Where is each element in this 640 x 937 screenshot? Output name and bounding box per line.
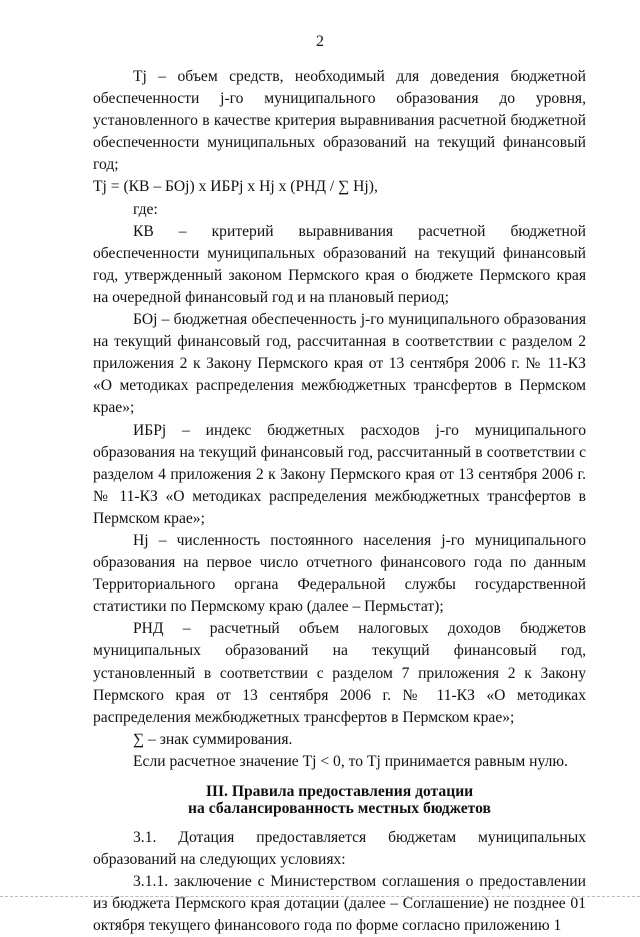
paragraph-bo: БОj – бюджетная обеспеченность j-го муниципального образования на текущий финансовый год, рассчитанная в соответствии с разделом 2 приложения 2 к Закону Пермского края от 13 сентября 2006 г. № 11-КЗ «О методиках распределения межбюджетных трансфертов в Пермском крае»; <box>93 311 586 417</box>
paragraph-h: Hj – численность постоянного населения j-го муниципального образования на первое число отчетного финансового года по данным Территориального органа Федеральной службы государственной статистики по Пермскому краю (далее – Пермьстат); <box>93 531 586 616</box>
page-number: 2 <box>316 33 324 50</box>
paragraph-where: где: <box>133 200 158 218</box>
paragraph-3-1: 3.1. Дотация предоставляется бюджетам муниципальных образований на следующих условиях: <box>93 829 586 869</box>
paragraph-rnd: РНД – расчетный объем налоговых доходов бюджетов муниципальных образований на текущий финансовый год, установленный в соответствии с разделом 7 приложения 2 к Закону Пермского края от 13 сентября 2006 г. № 11-КЗ «О методиках распределения межбюджетных трансфертов в Пермском крае»; <box>93 620 586 726</box>
section-title-line1: III. Правила предоставления дотации <box>205 783 474 800</box>
section-title-line2: на сбалансированность местных бюджетов <box>188 800 491 817</box>
paragraph-tj-definition: Tj – объем средств, необходимый для доведения бюджетной обеспеченности j-го муниципального образования до уровня, установленного в качестве критерия выравнивания расчетной бюджетной обеспеченности муниципальных образований на текущий финансовый год; <box>93 68 586 174</box>
paragraph-3-1-1: 3.1.1. заключение с Министерством соглашения о предоставлении из бюджета Пермского края дотации (далее – Соглашение) не позднее 01 октября текущего финансового года по форме согласно приложению 1 <box>93 873 586 935</box>
paragraph-ibr: ИБРj – индекс бюджетных расходов j-го муниципального образования на текущий финансовый год, рассчитанный в соответствии с разделом 4 приложения 2 к Закону Пермского края от 13 сентября 2006 г. № 11-КЗ «О методиках распределения межбюджетных трансфертов в Пермском крае»; <box>93 421 586 527</box>
paragraph-sum: ∑ – знак суммирования. <box>133 730 293 748</box>
section-heading <box>93 783 586 817</box>
paragraph-negative-rule: Если расчетное значение Tj < 0, то Tj принимается равным нулю. <box>133 752 568 770</box>
document-body <box>93 66 586 937</box>
scan-edge-line <box>0 896 640 897</box>
paragraph-kv: КВ – критерий выравнивания расчетной бюджетной обеспеченности муниципальных образований на текущий финансовый год, утвержденный законом Пермского края о бюджете Пермского края на очередной финансовый год и на плановый период; <box>93 222 586 306</box>
formula: Tj = (КВ – БОj) х ИБРj х Hj х (РНД / ∑ Hj), <box>93 178 378 196</box>
